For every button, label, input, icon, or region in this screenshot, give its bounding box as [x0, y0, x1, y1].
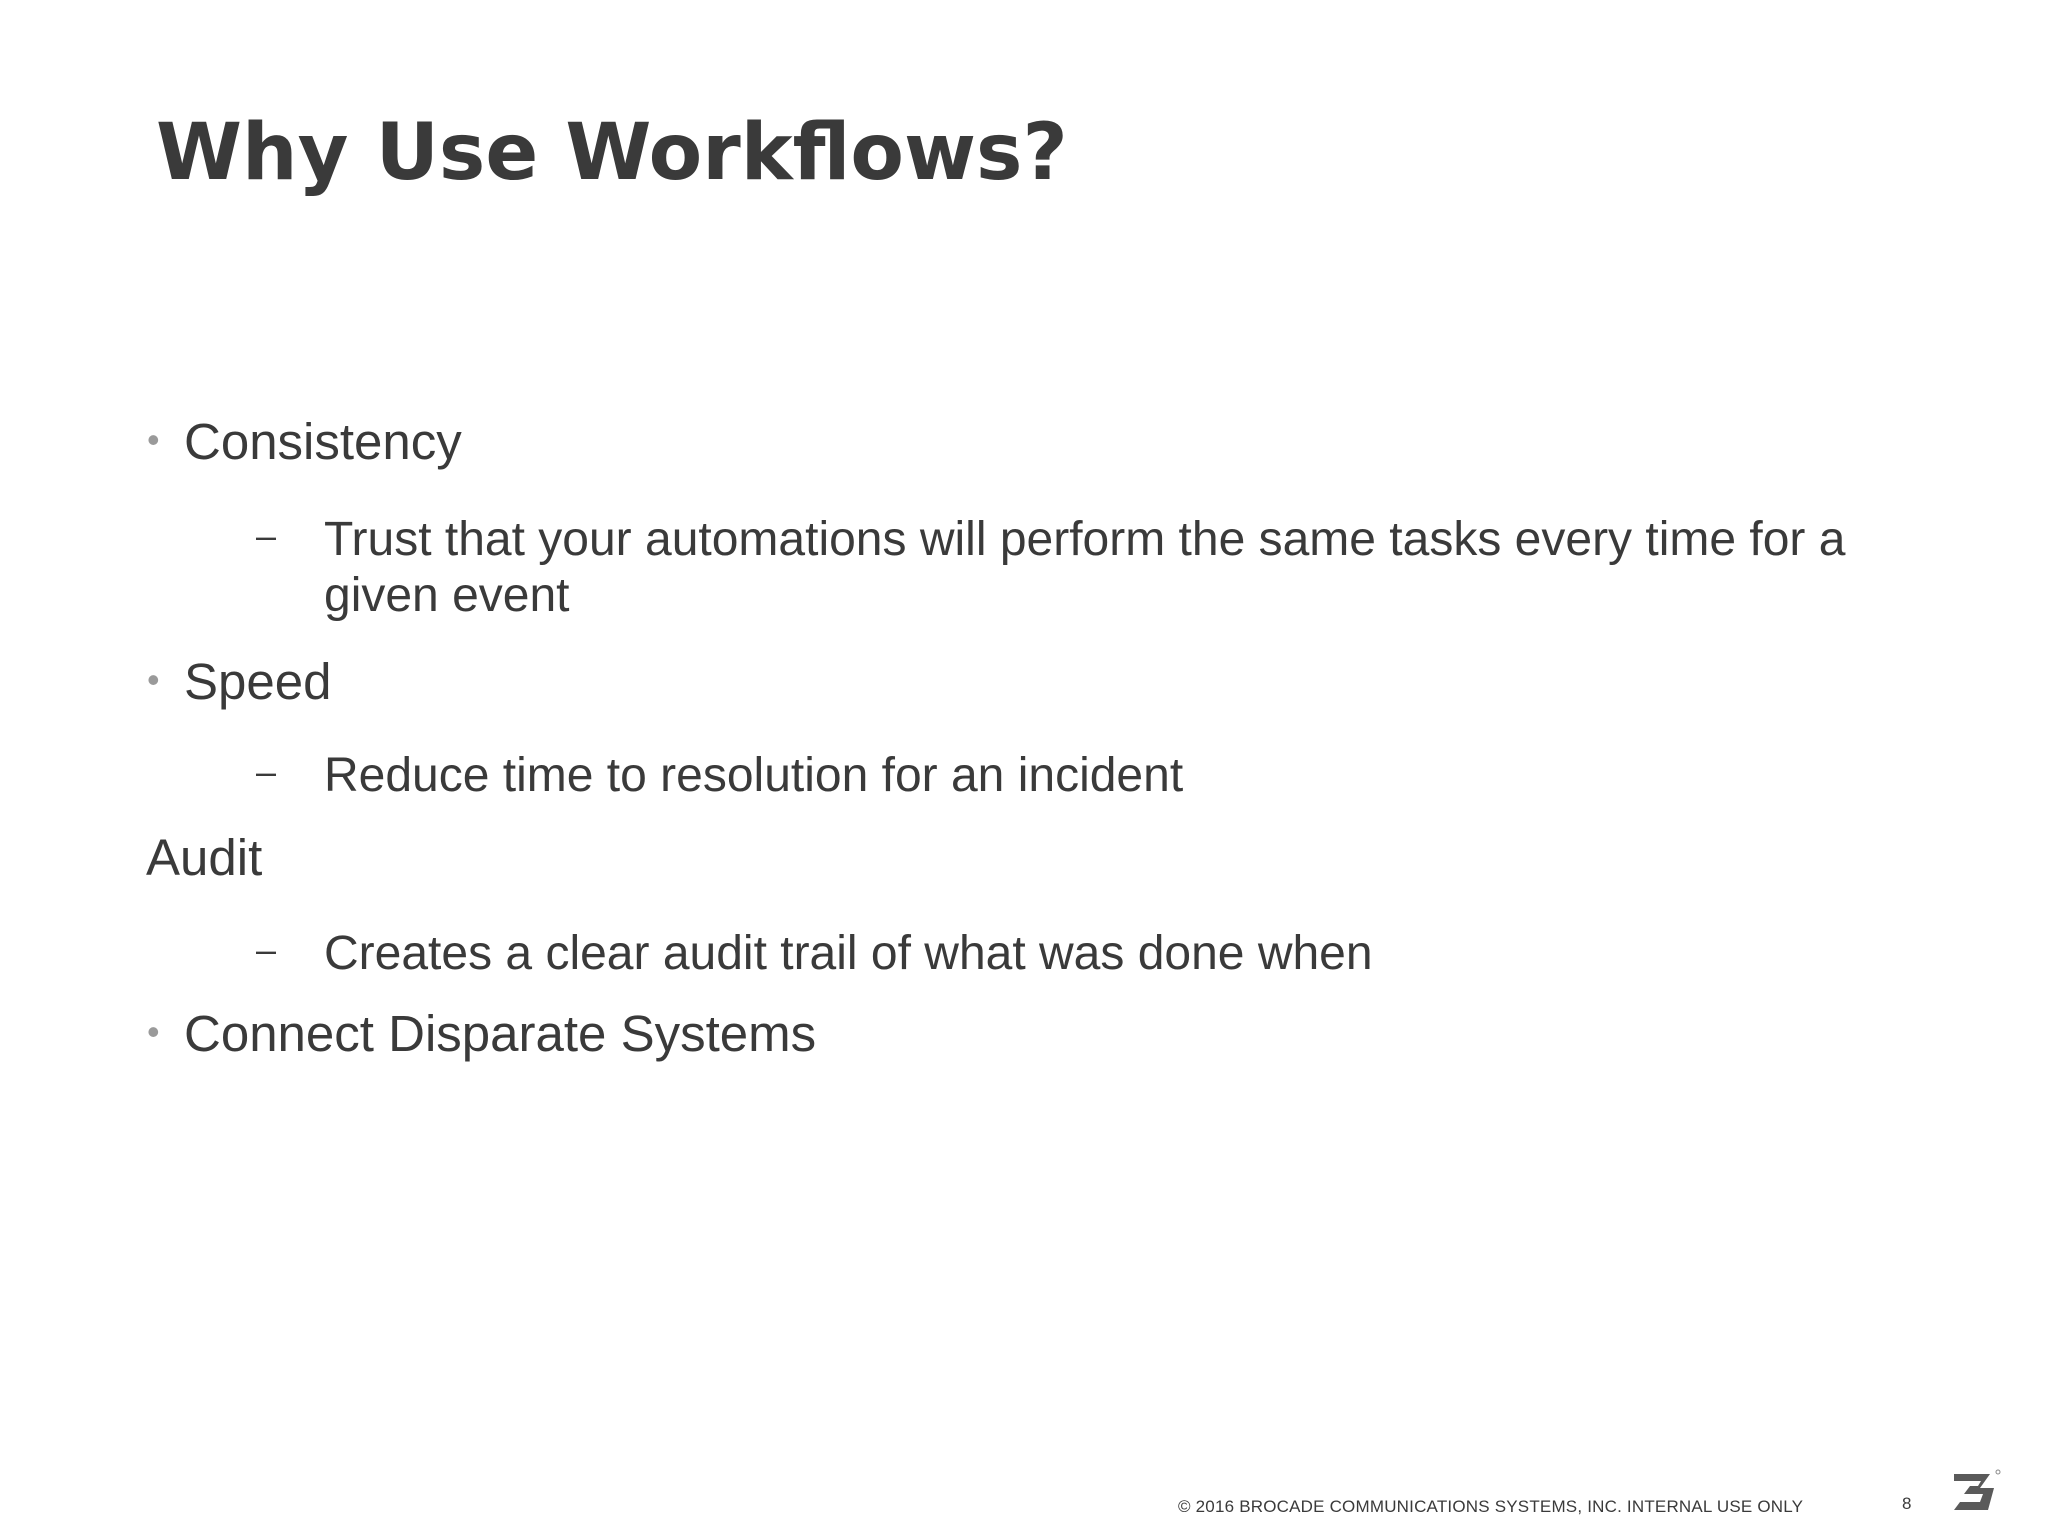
dash-icon: – — [256, 751, 277, 792]
sub-bullet-item — [256, 748, 1904, 804]
dash-icon: – — [256, 515, 277, 556]
bullet-label: Consistency — [184, 413, 462, 470]
slide-title: Why Use Workflows? — [156, 108, 1068, 198]
bullet-item-audit — [146, 829, 263, 886]
bullet-item-speed — [147, 653, 332, 710]
footer-copyright: © 2016 BROCADE COMMUNICATIONS SYSTEMS, INC. INTERNAL USE ONLY — [1178, 1497, 1804, 1516]
bullet-label: Connect Disparate Systems — [184, 1005, 817, 1062]
brocade-logo-icon — [1950, 1468, 2002, 1516]
sub-bullet-label: Reduce time to resolution for an incident — [324, 749, 1184, 802]
bullet-label: Audit — [146, 829, 263, 886]
sub-bullet-label: Creates a clear audit trail of what was done when — [324, 927, 1373, 980]
sub-bullet-label: Trust that your automations will perform the same tasks every time for a given event — [324, 513, 1846, 622]
bullet-icon: • — [147, 1011, 160, 1052]
page-number: 8 — [1902, 1494, 1912, 1513]
bullet-item-consistency — [147, 413, 462, 470]
bullet-icon: • — [147, 419, 160, 460]
bullet-icon: • — [147, 659, 160, 700]
bullet-item-connect-disparate-systems — [147, 1005, 817, 1062]
bullet-label: Speed — [184, 653, 332, 710]
sub-bullet-item — [256, 926, 1904, 982]
sub-bullet-item — [256, 512, 1904, 624]
dash-icon: – — [256, 929, 277, 970]
